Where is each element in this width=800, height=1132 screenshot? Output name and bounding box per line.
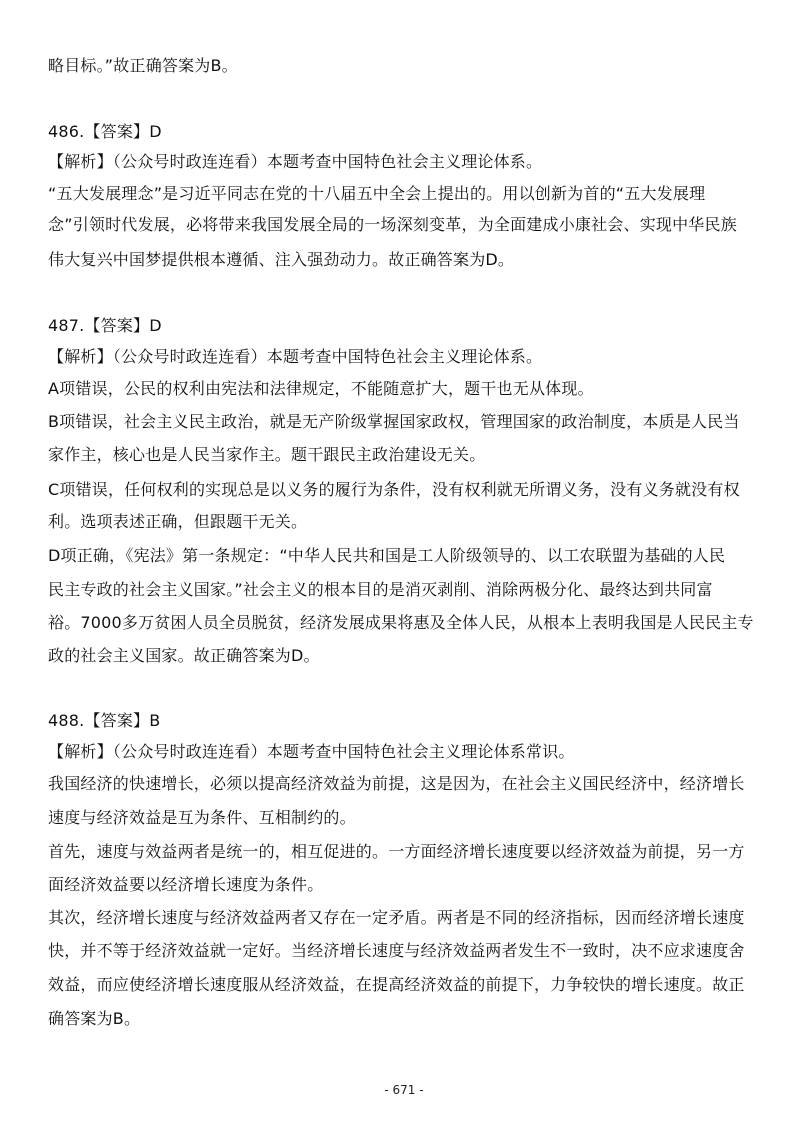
analysis-line: 【解析】（公众号时政连连看）本题考查中国特色社会主义理论体系。 bbox=[48, 152, 543, 171]
answer-heading-486: 486.【答案】D bbox=[48, 122, 162, 141]
continuation-line: 略目标。”故正确答案为B。 bbox=[48, 56, 238, 75]
analysis-line: D项正确，《宪法》第一条规定：“中华人民共和国是工人阶级领导的、以工农联盟为基础的人民 bbox=[48, 546, 726, 565]
analysis-line: 首先，速度与效益两者是统一的，相互促进的。一方面经济增长速度要以经济效益为前提，另一方 bbox=[48, 842, 745, 861]
analysis-line: C项错误，任何权利的实现总是以义务的履行为条件，没有权利就无所谓义务，没有义务就没有权 bbox=[48, 480, 740, 499]
analysis-line: 确答案为B。 bbox=[48, 1009, 141, 1028]
analysis-line: B项错误，社会主义民主政治，就是无产阶级掌握国家政权，管理国家的政治制度，本质是人民当 bbox=[48, 412, 740, 431]
analysis-line: 念”引领时代发展，必将带来我国发展全局的一场深刻变革，为全面建成小康社会、实现中华民族 bbox=[48, 215, 737, 234]
answer-heading-487: 487.【答案】D bbox=[48, 316, 162, 335]
analysis-line: “五大发展理念”是习近平同志在党的十八届五中全会上提出的。用以创新为首的“五大发展理 bbox=[48, 184, 706, 203]
analysis-line: 民主专政的社会主义国家。”社会主义的根本目的是消灭剥削、消除两极分化、最终达到共同富 bbox=[48, 580, 713, 599]
analysis-line: 快，并不等于经济效益就一定好。当经济增长速度与经济效益两者发生不一致时，决不应求速度舍 bbox=[48, 941, 745, 960]
analysis-line: 我国经济的快速增长，必须以提高经济效益为前提，这是因为，在社会主义国民经济中，经济增长 bbox=[48, 774, 745, 793]
analysis-line: 政的社会主义国家。故正确答案为D。 bbox=[48, 646, 320, 665]
analysis-line: 伟大复兴中国梦提供根本遵循、注入强劲动力。故正确答案为D。 bbox=[48, 250, 515, 269]
analysis-line: 利。选项表述正确，但跟题干无关。 bbox=[48, 512, 308, 531]
analysis-line: 面经济效益要以经济增长速度为条件。 bbox=[48, 875, 324, 894]
answer-heading-488: 488.【答案】B bbox=[48, 711, 161, 730]
analysis-line: 效益，而应使经济增长速度服从经济效益，在提高经济效益的前提下，力争较快的增长速度。故正 bbox=[48, 975, 745, 994]
analysis-line: A项错误，公民的权利由宪法和法律规定，不能随意扩大，题干也无从体现。 bbox=[48, 379, 594, 398]
analysis-line: 【解析】（公众号时政连连看）本题考查中国特色社会主义理论体系常识。 bbox=[48, 742, 575, 761]
analysis-line: 裕。7000多万贫困人员全员脱贫，经济发展成果将惠及全体人民，从根本上表明我国是人民民主专 bbox=[48, 613, 754, 632]
page-number: - 671 - bbox=[384, 1083, 424, 1097]
analysis-line: 其次，经济增长速度与经济效益两者又存在一定矛盾。两者是不同的经济指标，因而经济增长速度 bbox=[48, 908, 745, 927]
analysis-line: 【解析】（公众号时政连连看）本题考查中国特色社会主义理论体系。 bbox=[48, 347, 543, 366]
document-page bbox=[48, 0, 760, 1132]
analysis-line: 家作主，核心也是人民当家作主。题干跟民主政治建设无关。 bbox=[48, 445, 486, 464]
analysis-line: 速度与经济效益是互为条件、互相制约的。 bbox=[48, 808, 356, 827]
